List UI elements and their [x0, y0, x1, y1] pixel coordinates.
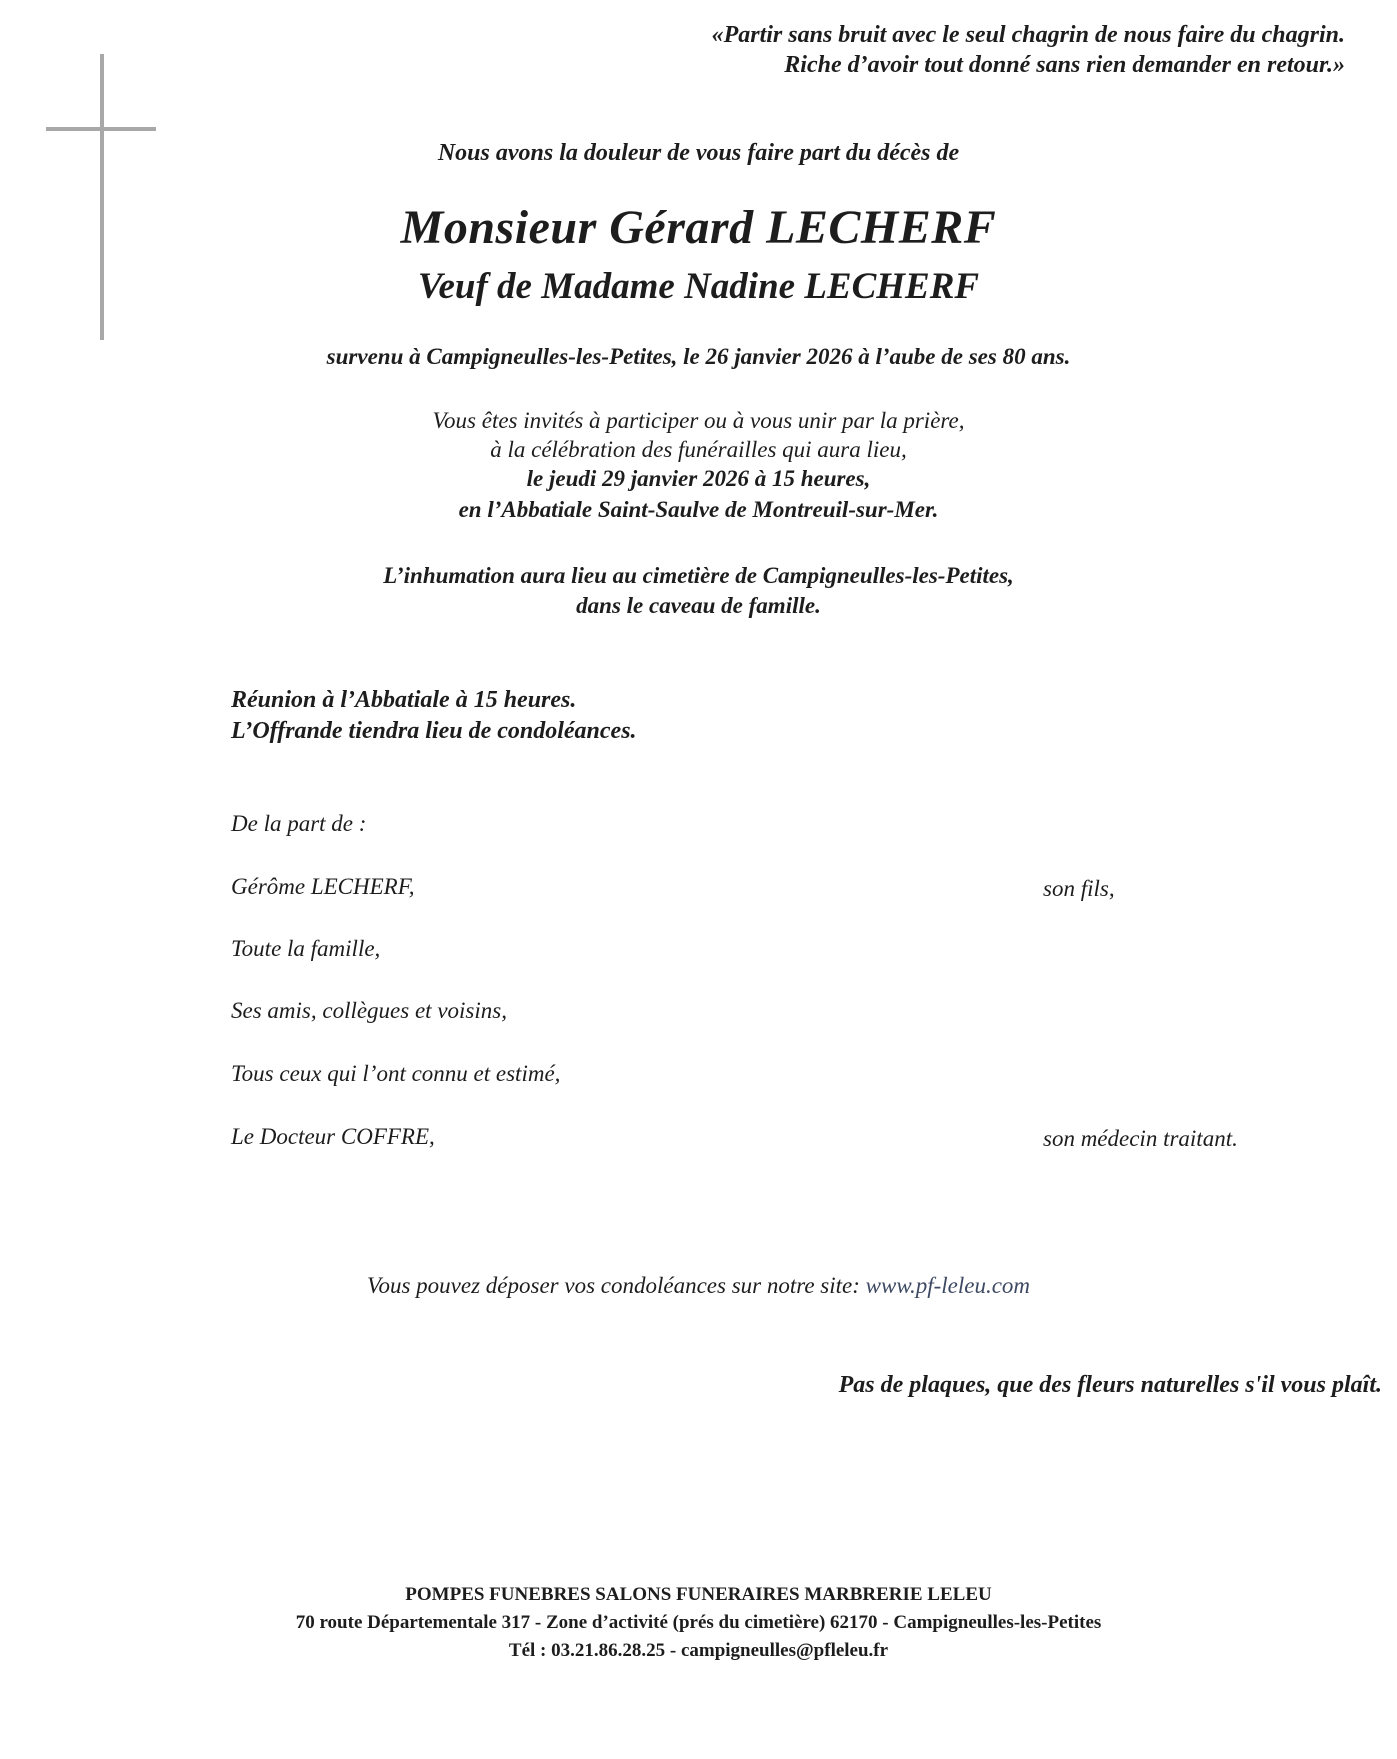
quote-line-2: Riche d’avoir tout donné sans rien demander en retour.»	[784, 52, 1345, 78]
list-item: Gérôme LECHERF,	[231, 874, 415, 899]
ceremony-line-1: Vous êtes invités à participer ou à vous unir par la prière,	[432, 408, 965, 433]
list-item: Toute la famille,	[231, 936, 381, 961]
footer-company: POMPES FUNEBRES SALONS FUNERAIRES MARBRERIE LELEU	[405, 1584, 992, 1605]
website-link[interactable]: www.pf-leleu.com	[865, 1273, 1031, 1298]
meeting-line-1: Réunion à l’Abbatiale à 15 heures.	[231, 687, 577, 713]
intro-text: Nous avons la douleur de vous faire part du décès de	[437, 140, 960, 166]
footer-contact: Tél : 03.21.86.28.25 - campigneulles@pfleleu.fr	[508, 1640, 889, 1661]
meeting-line-2: L’Offrande tiendra lieu de condoléances.	[231, 718, 637, 744]
ceremony-place: en l’Abbatiale Saint-Saulve de Montreuil-sur-Mer.	[458, 497, 939, 522]
list-item: Ses amis, collègues et voisins,	[231, 998, 507, 1023]
list-item: Le Docteur COFFRE,	[231, 1124, 435, 1149]
list-item-role: son médecin traitant.	[1043, 1126, 1238, 1151]
widow-of: Veuf de Madame Nadine LECHERF	[417, 266, 980, 307]
death-info: survenu à Campigneulles-les-Petites, le 26 janvier 2026 à l’aube de ses 80 ans.	[326, 344, 1071, 369]
ceremony-date-time: le jeudi 29 janvier 2026 à 15 heures,	[526, 466, 871, 491]
list-item: Tous ceux qui l’ont connu et estimé,	[231, 1061, 561, 1086]
deceased-name: Monsieur Gérard LECHERF	[400, 201, 997, 254]
footer-address: 70 route Départementale 317 - Zone d’activité (prés du cimetière) 62170 - Campigneulles-les-Petites	[295, 1612, 1102, 1633]
ceremony-line-2: à la célébration des funérailles qui aura lieu,	[490, 437, 907, 462]
condolences-text: Vous pouvez déposer vos condoléances sur notre site:	[366, 1273, 860, 1298]
list-item-role: son fils,	[1043, 876, 1115, 901]
burial-line-1: L’inhumation aura lieu au cimetière de Campigneulles-les-Petites,	[383, 563, 1014, 588]
burial-line-2: dans le caveau de famille.	[576, 593, 821, 618]
cross-horizontal-bar	[46, 127, 156, 131]
from-heading: De la part de :	[231, 811, 367, 836]
condolences-line	[0, 1273, 1397, 1299]
quote-line-1: «Partir sans bruit avec le seul chagrin de nous faire du chagrin.	[711, 22, 1345, 48]
flowers-note: Pas de plaques, que des fleurs naturelles s'il vous plaît.	[838, 1372, 1382, 1398]
